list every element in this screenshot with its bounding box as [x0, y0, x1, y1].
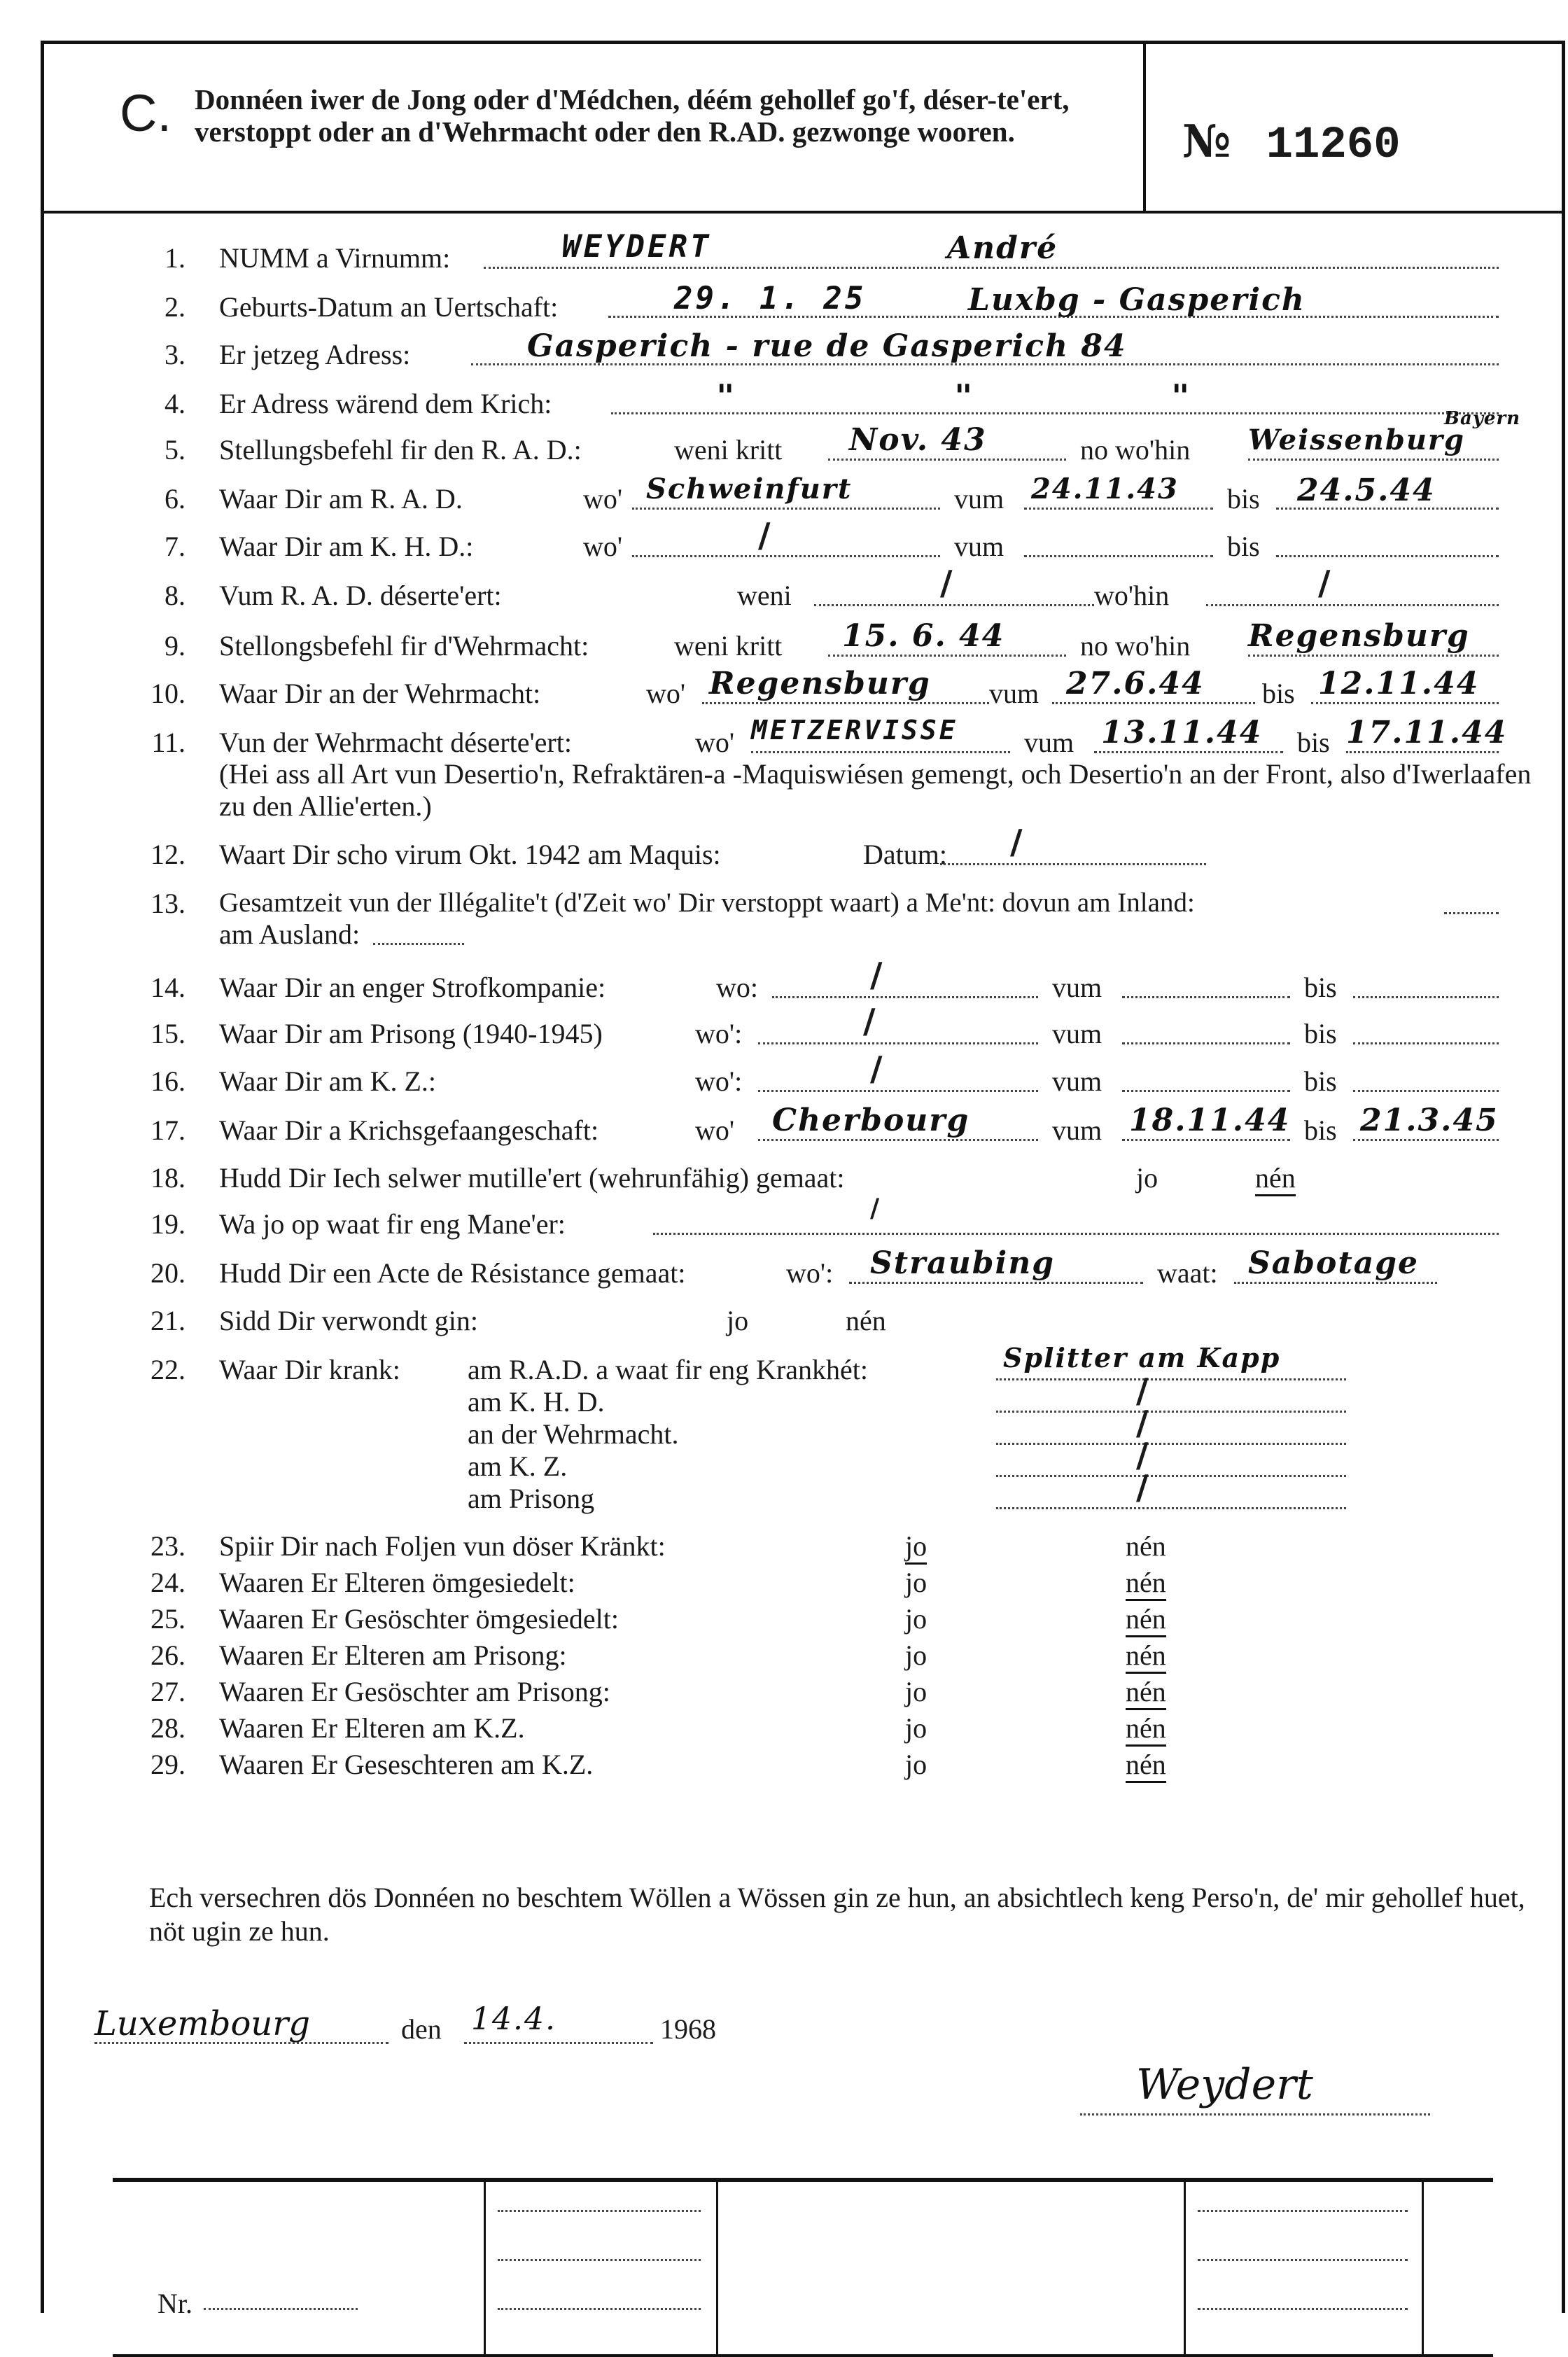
option-jo[interactable]: jo	[1136, 1162, 1158, 1194]
table-cell-line[interactable]	[1198, 2259, 1408, 2261]
handwritten-place: Straubing	[870, 1245, 1056, 1281]
item-number: 28.	[150, 1712, 186, 1744]
nr-field[interactable]	[204, 2308, 358, 2310]
table-divider	[1422, 2182, 1424, 2354]
item-number: 29.	[150, 1749, 186, 1780]
dash-mark: /	[863, 1002, 876, 1041]
option-jo-selected[interactable]: jo	[905, 1530, 927, 1565]
field-sublabel: bis	[1304, 1114, 1337, 1146]
field-sublabel: bis	[1304, 972, 1337, 1003]
field-sublabel: wo':	[786, 1257, 834, 1289]
form-header	[44, 44, 1562, 214]
item-number: 6.	[164, 483, 186, 515]
answer-line[interactable]	[373, 918, 464, 945]
answer-line[interactable]	[1444, 887, 1499, 914]
field-label: Waaren Er Elteren am Prisong:	[219, 1639, 567, 1671]
answer-line[interactable]	[1024, 530, 1213, 557]
table-cell-line[interactable]	[1198, 2308, 1408, 2310]
field-sublabel: vum	[1052, 1114, 1102, 1146]
dash-mark: /	[758, 516, 771, 555]
answer-line[interactable]	[1122, 1065, 1290, 1092]
handwritten-illness: Splitter am Kapp	[1003, 1342, 1281, 1373]
field-label: Stellongsbefehl fir d'Wehrmacht:	[219, 630, 589, 662]
field-label: NUMM a Virnumm:	[219, 242, 451, 274]
number-value: 11260	[1266, 120, 1401, 171]
form-number	[1182, 116, 1401, 171]
dash-mark: /	[1136, 1404, 1149, 1443]
dash-mark: /	[1136, 1436, 1149, 1475]
field-sublabel: bis	[1227, 483, 1260, 515]
item-number: 26.	[150, 1639, 186, 1671]
dash-mark: /	[870, 1194, 880, 1223]
answer-line[interactable]	[94, 2017, 388, 2044]
handwritten-surname: WEYDERT	[562, 229, 712, 265]
handwritten-date: 15. 6. 44	[842, 618, 1005, 654]
answer-line[interactable]	[814, 579, 1094, 606]
signature: Weydert	[1136, 2060, 1313, 2109]
section-title: Donnéen iwer de Jong oder d'Médchen, déém gehollef go'f, déser-te'ert, verstoppt oder an d'Wehrmacht oder den R.AD. gezwonge wooren.	[195, 83, 1070, 148]
answer-line[interactable]	[1122, 971, 1290, 998]
handwritten-birthplace: Luxbg - Gasperich	[968, 282, 1306, 318]
handwritten-date: 14.4.	[471, 2001, 556, 2037]
option-jo[interactable]: jo	[905, 1567, 927, 1598]
item-number: 16.	[150, 1065, 186, 1097]
option-jo[interactable]: jo	[727, 1305, 749, 1336]
dash-mark: /	[1010, 823, 1023, 862]
dash-mark: /	[1136, 1468, 1149, 1507]
handwritten-place: Luxembourg	[94, 2004, 310, 2043]
field-sublabel: wo'	[646, 678, 686, 709]
field-sublabel: bis	[1297, 727, 1330, 758]
field-sublabel: weni kritt	[674, 630, 783, 662]
handwritten-place: METZERVISSE	[751, 715, 958, 746]
year-label: 1968	[660, 2013, 716, 2045]
option-jo[interactable]: jo	[905, 1676, 927, 1707]
field-label: Waar Dir a Krichsgefaangeschaft:	[219, 1114, 599, 1146]
field-sublabel: bis	[1262, 678, 1295, 709]
item-number: 19.	[150, 1208, 186, 1240]
table-cell-line[interactable]	[498, 2308, 701, 2310]
field-sublabel: bis	[1227, 531, 1260, 562]
handwritten-act: Sabotage	[1248, 1245, 1419, 1281]
ditto-mark: "	[716, 379, 738, 414]
handwritten-region: Bayern	[1444, 408, 1521, 429]
answer-line[interactable]	[1122, 1017, 1290, 1044]
answer-line[interactable]	[632, 530, 940, 557]
field-label: Vun der Wehrmacht déserte'ert:	[219, 727, 572, 758]
field-sublabel: wo'	[583, 483, 623, 515]
field-sublabel: bis	[1304, 1065, 1337, 1097]
field-sublabel: wo'	[583, 531, 623, 562]
field-label: Waar Dir krank:	[219, 1354, 400, 1385]
item-number: 5.	[164, 434, 186, 466]
handwritten-place: Cherbourg	[772, 1103, 970, 1138]
field-sublabel: am K. Z.	[468, 1450, 568, 1482]
item-number: 23.	[150, 1530, 186, 1562]
field-sublabel: vum	[1052, 1065, 1102, 1097]
field-label: Waart Dir scho virum Okt. 1942 am Maquis:	[219, 839, 721, 870]
field-sublabel: weni kritt	[674, 434, 783, 466]
ditto-mark: "	[1171, 379, 1193, 414]
table-cell-line[interactable]	[498, 2210, 701, 2212]
handwritten-place: Regensburg	[709, 666, 931, 701]
item-number: 9.	[164, 630, 186, 662]
item-number: 27.	[150, 1676, 186, 1707]
option-jo[interactable]: jo	[905, 1639, 927, 1671]
option-nen-selected[interactable]: nén	[1126, 1566, 1166, 1601]
answer-line[interactable]	[653, 1208, 1499, 1235]
dash-mark: /	[940, 564, 953, 603]
field-sublabel: an der Wehrmacht.	[468, 1418, 679, 1450]
field-label: Waar Dir an der Wehrmacht:	[219, 678, 541, 709]
option-jo[interactable]: jo	[905, 1712, 927, 1744]
nr-label: Nr.	[158, 2288, 192, 2319]
handwritten-date: 12.11.44	[1318, 666, 1480, 701]
office-use-table	[113, 2178, 1493, 2357]
handwritten-date: 21.3.45	[1360, 1103, 1499, 1138]
handwritten-place: Weissenburg	[1248, 424, 1465, 456]
table-cell-line[interactable]	[1198, 2210, 1408, 2212]
option-nen-selected[interactable]: nén	[1126, 1675, 1166, 1710]
handwritten-place: Regensburg	[1248, 618, 1470, 654]
field-label: Wa jo op waat fir eng Mane'er:	[219, 1208, 566, 1240]
field-label: Hudd Dir Iech selwer mutille'ert (wehrunfähig) gemaat:	[219, 1162, 845, 1194]
option-nen[interactable]: nén	[1126, 1530, 1166, 1562]
table-divider	[484, 2182, 486, 2354]
option-nen-selected[interactable]: nén	[1126, 1602, 1166, 1637]
field-sublabel: am R.A.D. a waat fir eng Krankhét:	[468, 1354, 869, 1385]
answer-line[interactable]	[758, 1017, 1038, 1044]
answer-line[interactable]	[1206, 579, 1499, 606]
answer-line[interactable]	[996, 1482, 1346, 1509]
item-number: 20.	[150, 1257, 186, 1289]
option-nen-selected[interactable]: nén	[1126, 1748, 1166, 1783]
answer-line[interactable]	[940, 838, 1206, 865]
field-label: Waaren Er Gesöschter am Prisong:	[219, 1676, 610, 1707]
option-nen-selected[interactable]: nén	[1126, 1712, 1166, 1747]
field-sublabel: bis	[1304, 1018, 1337, 1049]
dash-mark: /	[870, 1049, 883, 1089]
field-sublabel: vum	[1024, 727, 1074, 758]
desertion-note: (Hei ass all Art vun Desertio'n, Refraktären-a -Maquiswiésen gemengt, och Desertio'n an der Front, also d'Iwerlaafen zu den Allie'erten.)	[219, 758, 1532, 822]
handwritten-date: 13.11.44	[1101, 715, 1263, 750]
field-label: Waar Dir am K. H. D.:	[219, 531, 474, 562]
field-sublabel: no wo'hin	[1080, 434, 1191, 466]
field-sublabel: vum	[954, 531, 1004, 562]
answer-line[interactable]	[996, 1385, 1346, 1413]
item-number: 11.	[151, 727, 186, 758]
field-label: Vum R. A. D. déserte'ert:	[219, 580, 502, 611]
option-jo[interactable]: jo	[905, 1749, 927, 1780]
field-sublabel: wo':	[695, 1018, 743, 1049]
field-sublabel: Datum:	[863, 839, 947, 870]
item-number: 12.	[150, 839, 186, 870]
table-cell-line[interactable]	[498, 2259, 701, 2261]
option-nen[interactable]: nén	[846, 1305, 886, 1336]
field-label: Geburts-Datum an Uertschaft:	[219, 291, 559, 323]
item-number: 24.	[150, 1567, 186, 1598]
field-sublabel: wo:	[716, 972, 758, 1003]
item-number: 7.	[164, 531, 186, 562]
answer-line[interactable]	[772, 971, 1038, 998]
item-number: 8.	[164, 580, 186, 611]
item-number: 2.	[164, 291, 186, 323]
field-sublabel: vum	[1052, 972, 1102, 1003]
item-number: 15.	[150, 1018, 186, 1049]
item-number: 4.	[164, 388, 186, 419]
field-label: Waar Dir an enger Strofkompanie:	[219, 972, 606, 1003]
field-sublabel: weni	[737, 580, 792, 611]
field-sublabel: am Prisong	[468, 1483, 595, 1514]
field-label: Er Adress wärend dem Krich:	[219, 388, 552, 419]
section-letter: C.	[120, 84, 172, 142]
handwritten-date: Nov. 43	[849, 422, 987, 458]
item-number: 25.	[150, 1603, 186, 1635]
field-sublabel: vum	[1052, 1018, 1102, 1049]
handwritten-firstname: André	[947, 230, 1058, 266]
field-label: Spiir Dir nach Foljen vun döser Kränkt:	[219, 1530, 666, 1562]
answer-line[interactable]	[758, 1065, 1038, 1092]
answer-line[interactable]	[611, 387, 1499, 414]
field-label: Waaren Er Elteren ömgesiedelt:	[219, 1567, 575, 1598]
handwritten-date: 17.11.44	[1346, 715, 1508, 750]
answer-line[interactable]	[996, 1418, 1346, 1445]
field-sublabel: wo':	[695, 1065, 743, 1097]
handwritten-date: 24.5.44	[1297, 473, 1436, 508]
answer-line[interactable]	[996, 1450, 1346, 1477]
handwritten-date: 24.11.43	[1031, 473, 1179, 505]
field-label: Waar Dir am K. Z.:	[219, 1065, 436, 1097]
ditto-mark: "	[954, 379, 976, 414]
item-number: 1.	[164, 242, 186, 274]
option-nen-selected[interactable]: nén	[1126, 1639, 1166, 1674]
field-label: Gesamtzeit vun der Illégalite't (d'Zeit wo' Dir verstoppt waart) a Me'nt: dovun am Inland:	[219, 888, 1195, 918]
dash-mark: /	[1136, 1371, 1149, 1411]
answer-line[interactable]	[1353, 1065, 1499, 1092]
number-symbol: №	[1182, 116, 1231, 168]
item-number: 3.	[164, 339, 186, 370]
item-number: 22.	[150, 1354, 186, 1385]
answer-line[interactable]	[1353, 1017, 1499, 1044]
den-label: den	[401, 2013, 442, 2045]
field-label: Er jetzeg Adress:	[219, 339, 411, 370]
field-label: Waar Dir am Prisong (1940-1945)	[219, 1018, 603, 1049]
item-number: 10.	[150, 678, 186, 709]
field-sublabel: waat:	[1157, 1257, 1218, 1289]
handwritten-date: 27.6.44	[1066, 666, 1205, 701]
item-number: 17.	[150, 1114, 186, 1146]
field-label: Waaren Er Elteren am K.Z.	[219, 1712, 525, 1744]
field-sublabel: vum	[989, 678, 1040, 709]
header-divider	[1143, 44, 1146, 211]
field-label: Waaren Er Gesöschter ömgesiedelt:	[219, 1603, 619, 1635]
item-number: 21.	[150, 1305, 186, 1336]
item-number: 18.	[150, 1162, 186, 1194]
field-sublabel: wo'	[695, 1114, 735, 1146]
table-divider	[1184, 2182, 1186, 2354]
field-label: Sidd Dir verwondt gin:	[219, 1305, 478, 1336]
table-divider	[716, 2182, 718, 2354]
field-label: am Ausland:	[219, 918, 360, 950]
form-frame	[41, 41, 1565, 2319]
option-jo[interactable]: jo	[905, 1603, 927, 1635]
handwritten-place: Schweinfurt	[646, 473, 853, 505]
item-number: 14.	[150, 972, 186, 1003]
field-label: Waar Dir am R. A. D.	[219, 483, 463, 515]
field-sublabel: wo'hin	[1094, 580, 1170, 611]
handwritten-birthdate: 29. 1. 25	[674, 281, 867, 316]
answer-line[interactable]	[1276, 530, 1499, 557]
field-sublabel: vum	[954, 483, 1004, 515]
dash-mark: /	[1318, 564, 1331, 603]
option-nen-selected[interactable]: nén	[1255, 1161, 1296, 1196]
handwritten-date: 18.11.44	[1129, 1103, 1291, 1138]
signature-block	[44, 2001, 1562, 2144]
field-sublabel: no wo'hin	[1080, 630, 1191, 662]
answer-line[interactable]	[1353, 971, 1499, 998]
handwritten-address: Gasperich - rue de Gasperich 84	[527, 328, 1127, 364]
field-label: Waaren Er Geseschteren am K.Z.	[219, 1749, 594, 1780]
field-label: Hudd Dir een Acte de Résistance gemaat:	[219, 1257, 686, 1289]
field-label: Stellungsbefehl fir den R. A. D.:	[219, 434, 582, 466]
declaration-text: Ech versechren dös Donnéen no beschtem Wöllen a Wössen gin ze hun, an absichtlech keng Perso'n, de' mir gehollef huet, nöt ugin ze hun.	[149, 1882, 1525, 1947]
field-sublabel: am K. H. D.	[468, 1386, 605, 1418]
field-sublabel: wo'	[695, 727, 735, 758]
item-number: 13.	[150, 888, 186, 919]
dash-mark: /	[870, 956, 883, 995]
